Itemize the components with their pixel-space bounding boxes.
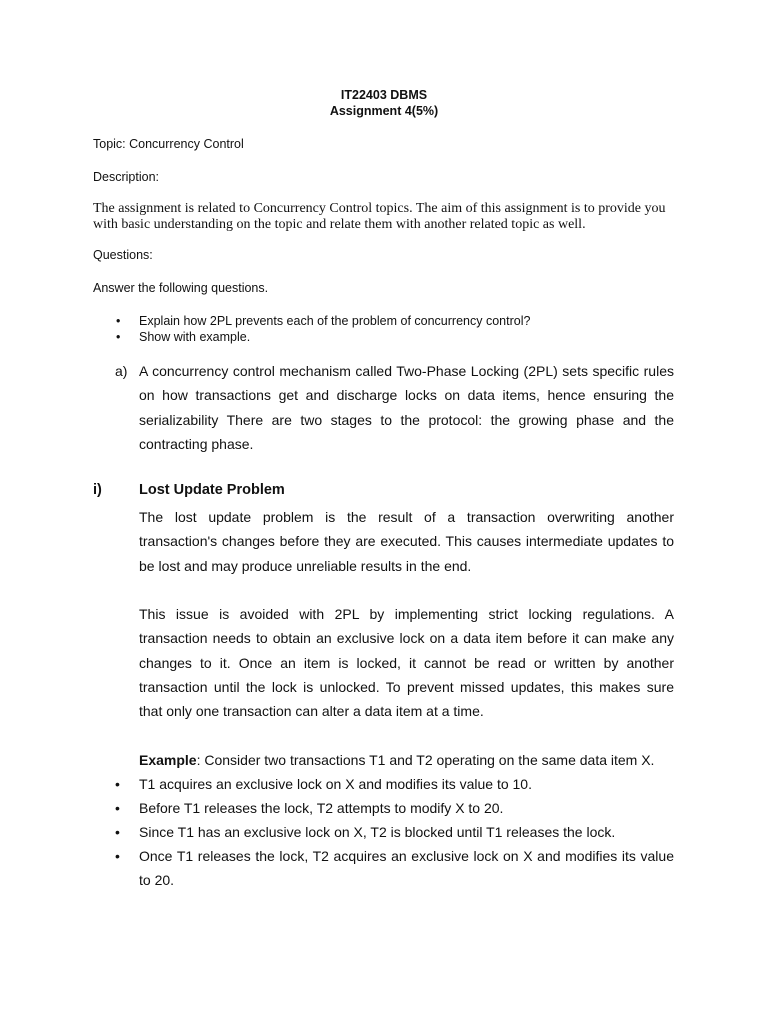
paragraph-line: transaction's changes before they are executed. This causes intermediate updates to bbox=[139, 533, 674, 550]
question-bullet-text: Explain how 2PL prevents each of the problem of concurrency control? bbox=[139, 314, 531, 328]
example-bullet-text bbox=[139, 844, 674, 893]
paragraph-line: transaction needs to obtain an exclusive lock on a data item before it can make any bbox=[139, 630, 674, 647]
description-line: with basic understanding on the topic and relate them with another related topic as well. bbox=[93, 217, 586, 232]
description-text bbox=[93, 201, 683, 233]
example-bullet bbox=[0, 844, 768, 894]
bullet-dot-icon: • bbox=[116, 330, 121, 344]
example-line bbox=[139, 748, 654, 772]
paragraph-line: Once T1 releases the lock, T2 acquires an exclusive lock on X and modifies its value bbox=[139, 848, 674, 864]
paragraph-line: This issue is avoided with 2PL by implementing strict locking regulations. A bbox=[139, 606, 674, 622]
instruction-line: Answer the following questions. bbox=[93, 281, 269, 295]
example-text: : Consider two transactions T1 and T2 operating on the same data item X. bbox=[196, 752, 655, 768]
assignment-title: Assignment 4(5%) bbox=[329, 104, 439, 118]
section-i-paragraph-1 bbox=[139, 505, 674, 578]
paragraph-line: that only one transaction can alter a data item at a time. bbox=[139, 703, 484, 720]
question-bullet bbox=[0, 330, 768, 346]
paragraph-line: be lost and may produce unreliable results in the end. bbox=[139, 557, 472, 574]
bullet-dot-icon: • bbox=[115, 776, 120, 792]
example-bullet-text: Since T1 has an exclusive lock on X, T2 is blocked until T1 releases the lock. bbox=[139, 824, 616, 840]
question-bullet-text: Show with example. bbox=[139, 330, 251, 344]
section-i-heading: Lost Update Problem bbox=[139, 482, 285, 498]
description-label: Description: bbox=[93, 170, 159, 184]
paragraph-line: to 20. bbox=[139, 872, 175, 889]
paragraph-line: changes to it. Once an item is locked, it cannot be read or written by another bbox=[139, 654, 674, 671]
paragraph-line: contracting phase. bbox=[139, 435, 254, 452]
topic-line: Topic: Concurrency Control bbox=[93, 137, 244, 151]
section-i-label: i) bbox=[93, 482, 102, 498]
question-bullet bbox=[0, 314, 768, 330]
bullet-dot-icon: • bbox=[115, 848, 120, 864]
course-title: IT22403 DBMS bbox=[340, 88, 428, 102]
description-line: The assignment is related to Concurrency Control topics. The aim of this assignment is to provide you bbox=[93, 201, 666, 216]
questions-label: Questions: bbox=[93, 248, 153, 262]
answer-a-label: a) bbox=[115, 363, 128, 379]
section-i-paragraph-2 bbox=[139, 602, 674, 723]
bullet-dot-icon: • bbox=[115, 800, 120, 816]
answer-a-paragraph bbox=[139, 359, 674, 456]
paragraph-line: transaction until the lock is unlocked. To prevent missed updates, this makes sure bbox=[139, 678, 674, 695]
example-bullet-text: Before T1 releases the lock, T2 attempts to modify X to 20. bbox=[139, 800, 504, 816]
example-bullet bbox=[0, 820, 768, 844]
paragraph-line: A concurrency control mechanism called Two-Phase Locking (2PL) sets specific rules bbox=[139, 363, 674, 379]
example-label: Example bbox=[139, 752, 197, 768]
bullet-dot-icon: • bbox=[116, 314, 121, 328]
bullet-dot-icon: • bbox=[115, 824, 120, 840]
paragraph-line: on how transactions get and discharge locks on data items, hence ensuring the bbox=[139, 387, 674, 404]
example-bullet bbox=[0, 772, 768, 796]
example-bullet bbox=[0, 796, 768, 820]
example-bullet-text: T1 acquires an exclusive lock on X and modifies its value to 10. bbox=[139, 776, 532, 792]
paragraph-line: The lost update problem is the result of a transaction overwriting another bbox=[139, 509, 674, 525]
paragraph-line: serializability There are two stages to the protocol: the growing phase and the bbox=[139, 411, 674, 428]
